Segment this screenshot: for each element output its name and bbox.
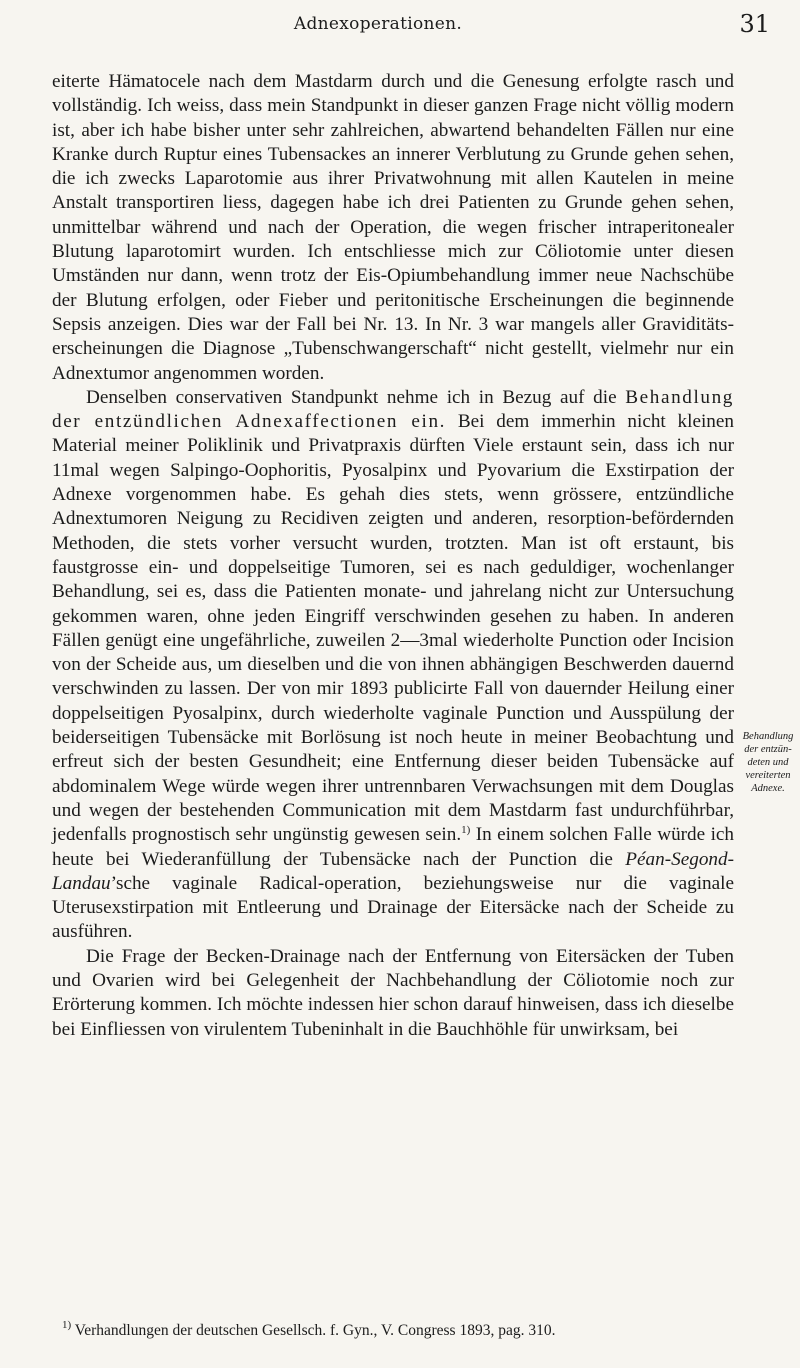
paragraph-2-spaced-heading: Behandlung der entzündlichen Adnexaffectionen ein.: [52, 386, 735, 433]
paragraph-1: eiterte Hämatocele nach dem Mastdarm durch und die Genesung erfolgte rasch und vollständig. Ich weiss, dass mein Standpunkt in dieser ganzen Frage nicht völlig modern ist, aber ich habe bisher unter sehr zahlreichen, abwartend behandelten Fällen nur eine Kranke durch Ruptur eines Tubensackes an innerer Verblutung zu Grunde gehen sehen, die ich zwecks Laparotomie aus ihrer Privatwohnung mit allen Kautelen in meine Anstalt transportiren liess, dagegen habe ich drei Patienten zu Grunde gehen sehen, unmittelbar während und nach der Operation, die wegen frischer intraperitonealer Blutung laparotomirt wurden. Ich entschliesse mich zur Cöliotomie unter diesen Umständen nur dann, wenn trotz der Eis-Opiumbehandlung immer neue Nachschübe der Blutung erfolgen, oder Fieber und peritonitische Erscheinungen die beginnende Sepsis anzeigen. Dies war der Fall bei Nr. 13. In Nr. 3 war mangels aller Graviditäts-erscheinungen die Diagnose „Tubenschwangerschaft“ nicht gestellt, vielmehr nur ein Adnextumor angenommen worden.: [52, 71, 734, 384]
paragraph-2-start: Denselben conservativen Standpunkt nehme ich in Bezug auf die: [86, 386, 617, 408]
margin-note-line: Behandlung: [742, 731, 794, 742]
footnote: [62, 1321, 722, 1341]
running-head: [0, 10, 800, 36]
body-text: [52, 70, 734, 1042]
paragraph-2-after-mark: In einem solchen Falle würde ich heute bei Wiederanfüllung der Tubensäcke nach der Punction die: [52, 824, 735, 870]
footnote-reference: 1): [461, 824, 471, 837]
paragraph-2-rest: Bei dem immerhin nicht kleinen Material meiner Poliklinik und Privatpraxis dürften Viele erstaunt sein, dass ich nur 11mal wegen Salpingo-Oophoritis, Pyosalpinx und Pyovarium die Exstirpation der Adnexe vorgenommen habe. Es gehah dies stets, wenn grössere, entzündliche Adnextumoren Neigung zu Recidiven zeigten und anderen, resorption-befördernden Methoden, die stets vorher versucht wurden, trotzten. Man ist oft erstaunt, bis faustgrosse ein- und doppelseitige Tumoren, sei es nach geduldiger, wochenlanger Behandlung, sei es, dass die Patienten monate- und jahrelang nicht zur Untersuchung gekommen waren, ohne jeden Eingriff verschwinden gesehen zu haben. In anderen Fällen genügt eine ungefährliche, zuweilen 2—3mal wiederholte Punction oder Incision von der Scheide aus, um dieselben und die von ihnen abhängigen Beschwerden dauernd verschwinden zu lassen. Der von mir 1893 publicirte Fall von dauernder Heilung einer doppelseitigen Pyosalpinx, durch wiederholte vaginale Punction und Ausspülung der beiderseitigen Tubensäcke mit Borlösung ist noch heute in meiner Beobachtung und erfreut sich der besten Gesundheit; eine Entfernung dieser beiden Tubensäcke auf abdominalem Wege würde wegen ihrer untrennbaren Verwachsungen mit dem Douglas und wegen der bestehenden Communication mit dem Mastdarm fast undurchführbar, jedenfalls prognostisch sehr ungünstig gewesen sein.: [52, 411, 734, 846]
paragraph-2-end: ’sche vaginale Radical-operation, beziehungsweise nur die vaginale Uterusexstirpation mit Entleerung und Drainage der Eitersäcke nach der Scheide zu ausführen.: [52, 872, 734, 943]
margin-note-line: deten und: [747, 757, 789, 768]
paragraph-3: Die Frage der Becken-Drainage nach der Entfernung von Eitersäcken der Tuben und Ovarien wird bei Gelegenheit der Nachbehandlung der Cöliotomie noch zur Erörterung kommen. Ich möchte indessen hier schon darauf hinweisen, dass ich dieselbe bei Einfliessen von virulentem Tubeninhalt in die Bauchhöhle für unwirksam, bei: [52, 945, 734, 1040]
paragraph-2-italic-name: Péan-Segond-Landau: [52, 848, 734, 894]
paragraph-2: [52, 386, 734, 945]
page-number: 31: [739, 10, 770, 38]
margin-note-line: vereiterten: [745, 770, 791, 781]
margin-note-line: Adnexe.: [751, 783, 785, 794]
footnote-text: Verhandlungen der deutschen Gesellsch. f. Gyn., V. Congress 1893, pag. 310.: [71, 1322, 556, 1339]
margin-note-line: der entzün-: [744, 744, 792, 755]
margin-note: [737, 730, 799, 795]
footnote-mark: 1): [62, 1319, 72, 1331]
running-title: Adnexoperationen.: [293, 14, 463, 34]
